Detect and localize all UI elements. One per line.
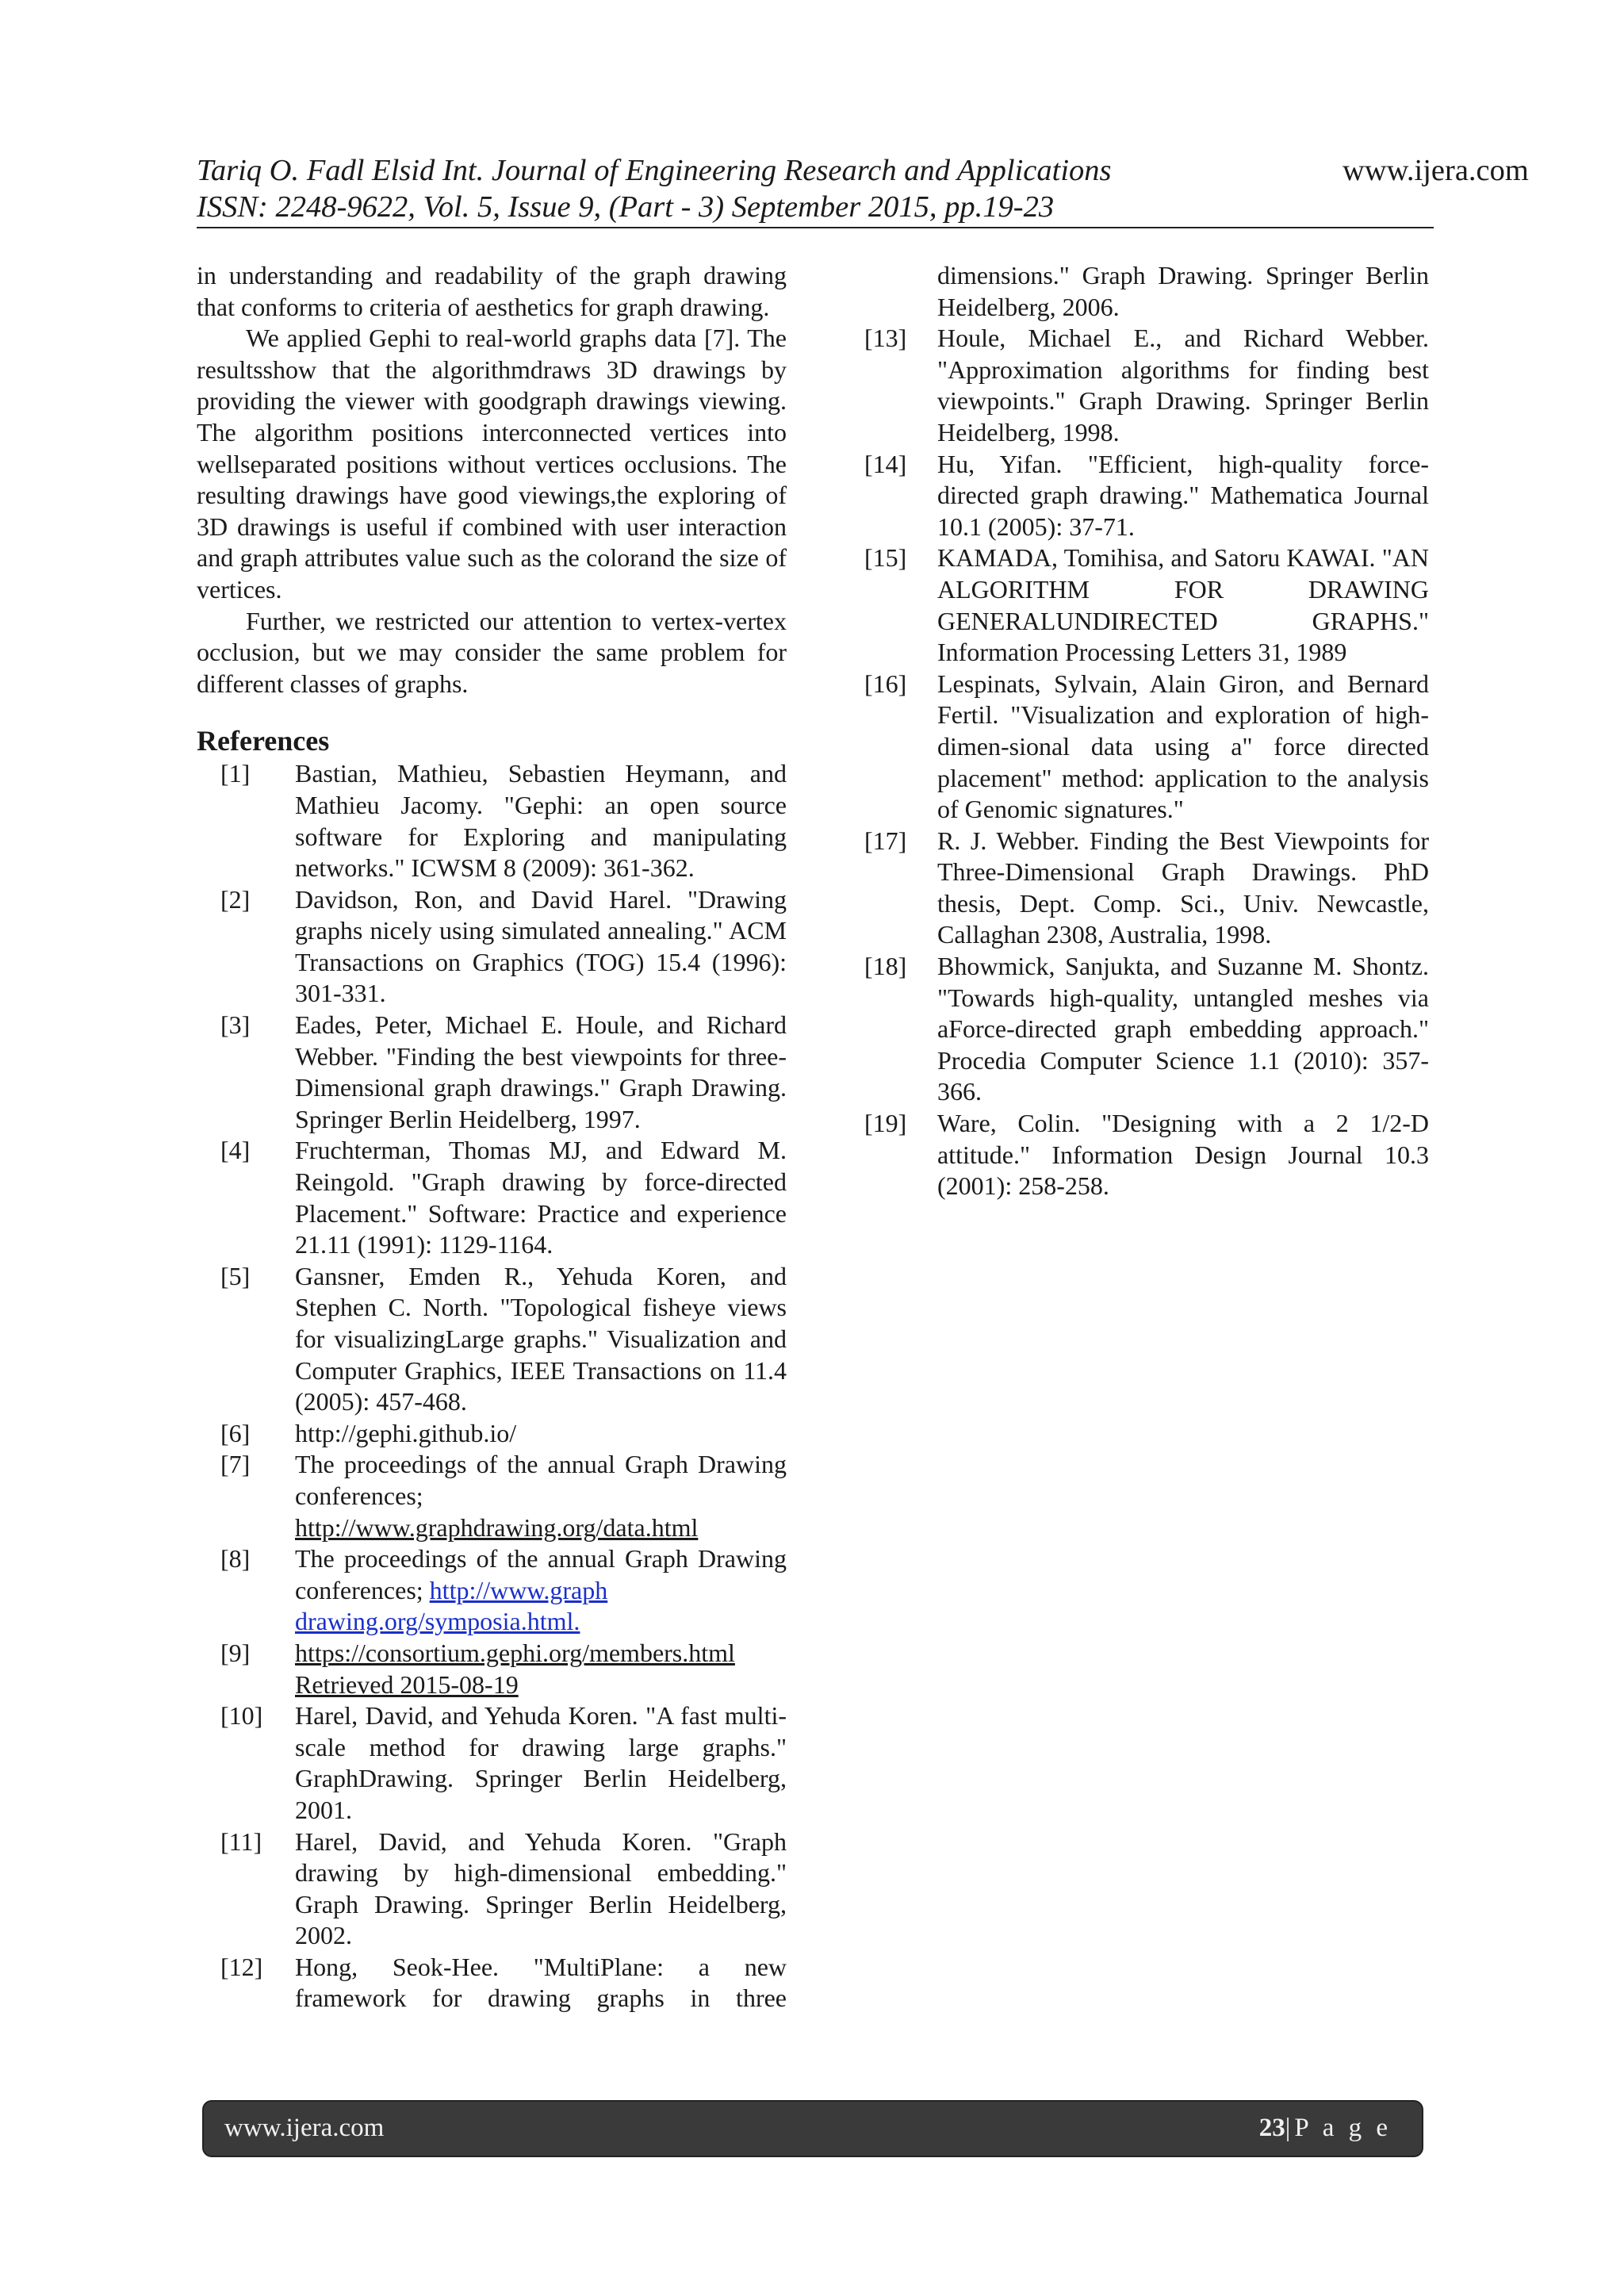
references-heading: References [197, 725, 330, 757]
reference-item-7 [197, 1449, 787, 1543]
reference-number: [11] [220, 1826, 262, 1856]
reference-number: [14] [864, 449, 907, 478]
footer-page-number [1259, 2110, 1392, 2145]
reference-link[interactable]: https://consortium.gephi.org/members.html [295, 1638, 735, 1667]
reference-text: Hu, Yifan. "Efficient, high-quality force-directed graph drawing." Mathematica Journal 10.1 (2005): 37-71. [937, 449, 1429, 541]
reference-item-12-continued: dimensions." Graph Drawing. Springer Berlin Heidelberg, 2006. [937, 261, 1429, 321]
reference-text: Hong, Seok-Hee. "MultiPlane: a new framework for drawing graphs in three [295, 1952, 787, 2013]
reference-number: [12] [220, 1952, 263, 1981]
reference-item-5 [197, 1261, 787, 1418]
reference-text: Harel, David, and Yehuda Koren. "Graph drawing by high-dimensional embedding." Graph Drawing. Springer Berlin Heidelberg, 2002. [295, 1826, 787, 1950]
reference-text: KAMADA, Tomihisa, and Satoru KAWAI. "AN ALGORITHM FOR DRAWING GENERALUNDIRECTED GRAPHS." Information Processing Letters 31, 1989 [937, 543, 1429, 667]
reference-number: [13] [864, 324, 907, 353]
reference-item-3 [197, 1010, 787, 1135]
reference-number: [7] [220, 1450, 251, 1479]
reference-link-continued[interactable]: drawing.org/symposia.html. [295, 1607, 580, 1636]
reference-item-13 [864, 323, 1429, 448]
reference-item-9 [197, 1638, 787, 1700]
reference-number: [4] [220, 1136, 251, 1165]
page-number: 23 [1258, 2114, 1285, 2142]
body-paragraph-2: We applied Gephi to real-world graphs data [7]. The resultsshow that the algorithmdraws 3D drawings by providing the viewer with goodgraph drawings viewing. The algorithm positions interconnected vertices into wellseparated positions without vertices occlusions. The resulting drawings have good viewings,the exploring of 3D drawings is useful if combined with user interaction and graph attributes value such as the colorand the size of vertices. [197, 324, 787, 604]
reference-number: [10] [220, 1701, 263, 1731]
reference-number: [1] [220, 759, 251, 788]
reference-number: [2] [220, 884, 251, 914]
reference-text: Harel, David, and Yehuda Koren. "A fast multi-scale method for drawing large graphs." GraphDrawing. Springer Berlin Heidelberg, 2001. [295, 1701, 787, 1824]
reference-link[interactable]: http://www.graph [429, 1575, 608, 1604]
reference-link[interactable]: http://www.graphdrawing.org/data.html [295, 1512, 699, 1542]
reference-item-11 [197, 1826, 787, 1952]
reference-item-10 [197, 1700, 787, 1826]
reference-text: Houle, Michael E., and Richard Webber. "Approximation algorithms for finding best viewpoints." Graph Drawing. Springer Berlin Heidelberg, 1998. [937, 324, 1429, 447]
reference-text: Bastian, Mathieu, Sebastien Heymann, and Mathieu Jacomy. "Gephi: an open source software for Exploring and manipulating networks." ICWSM 8 (2009): 361-362. [295, 759, 787, 883]
reference-item-6 [197, 1418, 787, 1450]
header-author-journal: Tariq O. Fadl Elsid Int. Journal of Engineering Research and Applications [197, 154, 1112, 187]
reference-item-19 [864, 1108, 1429, 1202]
reference-text: The proceedings of the annual Graph Drawing conferences; [295, 1544, 787, 1604]
reference-item-14 [864, 449, 1429, 543]
reference-text: Gansner, Emden R., Yehuda Koren, and Stephen C. North. "Topological fisheye views for visualizingLarge graphs." Visualization and Computer Graphics, IEEE Transactions on 11.4 (2005): 457-468. [295, 1261, 787, 1416]
reference-text: Ware, Colin. "Designing with a 2 1/2-D attitude." Information Design Journal 10.3 (2001): 258-258. [937, 1109, 1429, 1201]
left-column [197, 260, 787, 2014]
reference-item-2 [197, 884, 787, 1010]
reference-item-1 [197, 758, 787, 884]
reference-number: [16] [864, 669, 907, 698]
reference-number: [5] [220, 1261, 251, 1290]
reference-number: [8] [220, 1544, 251, 1573]
reference-number: [18] [864, 952, 907, 981]
reference-item-4 [197, 1135, 787, 1260]
reference-text: R. J. Webber. Finding the Best Viewpoints for Three-Dimensional Graph Drawings. PhD thesis, Dept. Comp. Sci., Univ. Newcastle, Callaghan 2308, Australia, 1998. [937, 826, 1429, 949]
body-paragraph-3: Further, we restricted our attention to vertex-vertex occlusion, but we may consider the same problem for different classes of graphs. [197, 606, 787, 698]
reference-item-8 [197, 1543, 787, 1638]
reference-text: Eades, Peter, Michael E. Houle, and Richard Webber. "Finding the best viewpoints for three-Dimensional graph drawings." Graph Drawing. Springer Berlin Heidelberg, 1997. [295, 1010, 787, 1133]
body-paragraph-1: in understanding and readability of the graph drawing that conforms to criteria of aesthetics for graph drawing. [197, 261, 787, 321]
right-column [864, 260, 1429, 1202]
reference-item-17 [864, 826, 1429, 951]
reference-text: Davidson, Ron, and David Harel. "Drawing graphs nicely using simulated annealing." ACM Transactions on Graphics (TOG) 15.4 (1996): 301-331. [295, 884, 787, 1008]
reference-number: [15] [864, 543, 907, 573]
page-footer [204, 2102, 1422, 2156]
reference-item-12 [197, 1952, 787, 2014]
running-header-journal [197, 152, 1529, 189]
reference-item-15 [864, 542, 1429, 668]
reference-item-16 [864, 669, 1429, 826]
reference-text: http://gephi.github.io/ [295, 1418, 517, 1447]
reference-text: Bhowmick, Sanjukta, and Suzanne M. Shontz. "Towards high-quality, untangled meshes via aForce-directed graph embedding approach." Procedia Computer Science 1.1 (2010): 357-366. [937, 952, 1429, 1106]
reference-number: [3] [220, 1010, 251, 1040]
reference-text: The proceedings of the annual Graph Drawing conferences; [295, 1450, 787, 1510]
reference-item-18 [864, 951, 1429, 1108]
footer-website-link[interactable]: www.ijera.com [224, 2114, 385, 2142]
reference-retrieved-date: Retrieved 2015-08-19 [295, 1669, 519, 1699]
reference-number: [19] [864, 1109, 907, 1138]
reference-text: Fruchterman, Thomas MJ, and Edward M. Reingold. "Graph drawing by force-directed Placement." Software: Practice and experience 21.11 (1991): 1129-1164. [295, 1136, 787, 1259]
running-header-issn: ISSN: 2248-9622, Vol. 5, Issue 9, (Part - 3) September 2015, pp.19-23 [197, 190, 1055, 224]
reference-number: [17] [864, 826, 907, 855]
page-label: |P a g e [1285, 2114, 1392, 2142]
header-divider [197, 227, 1434, 228]
header-website-link[interactable]: www.ijera.com [1342, 154, 1529, 187]
reference-number: [6] [220, 1418, 251, 1447]
reference-text: Lespinats, Sylvain, Alain Giron, and Bernard Fertil. "Visualization and exploration of high-dimen-sional data using a" force directed placement" method: application to the analysis of Genomic signatures." [937, 669, 1429, 824]
reference-number: [9] [220, 1638, 251, 1667]
